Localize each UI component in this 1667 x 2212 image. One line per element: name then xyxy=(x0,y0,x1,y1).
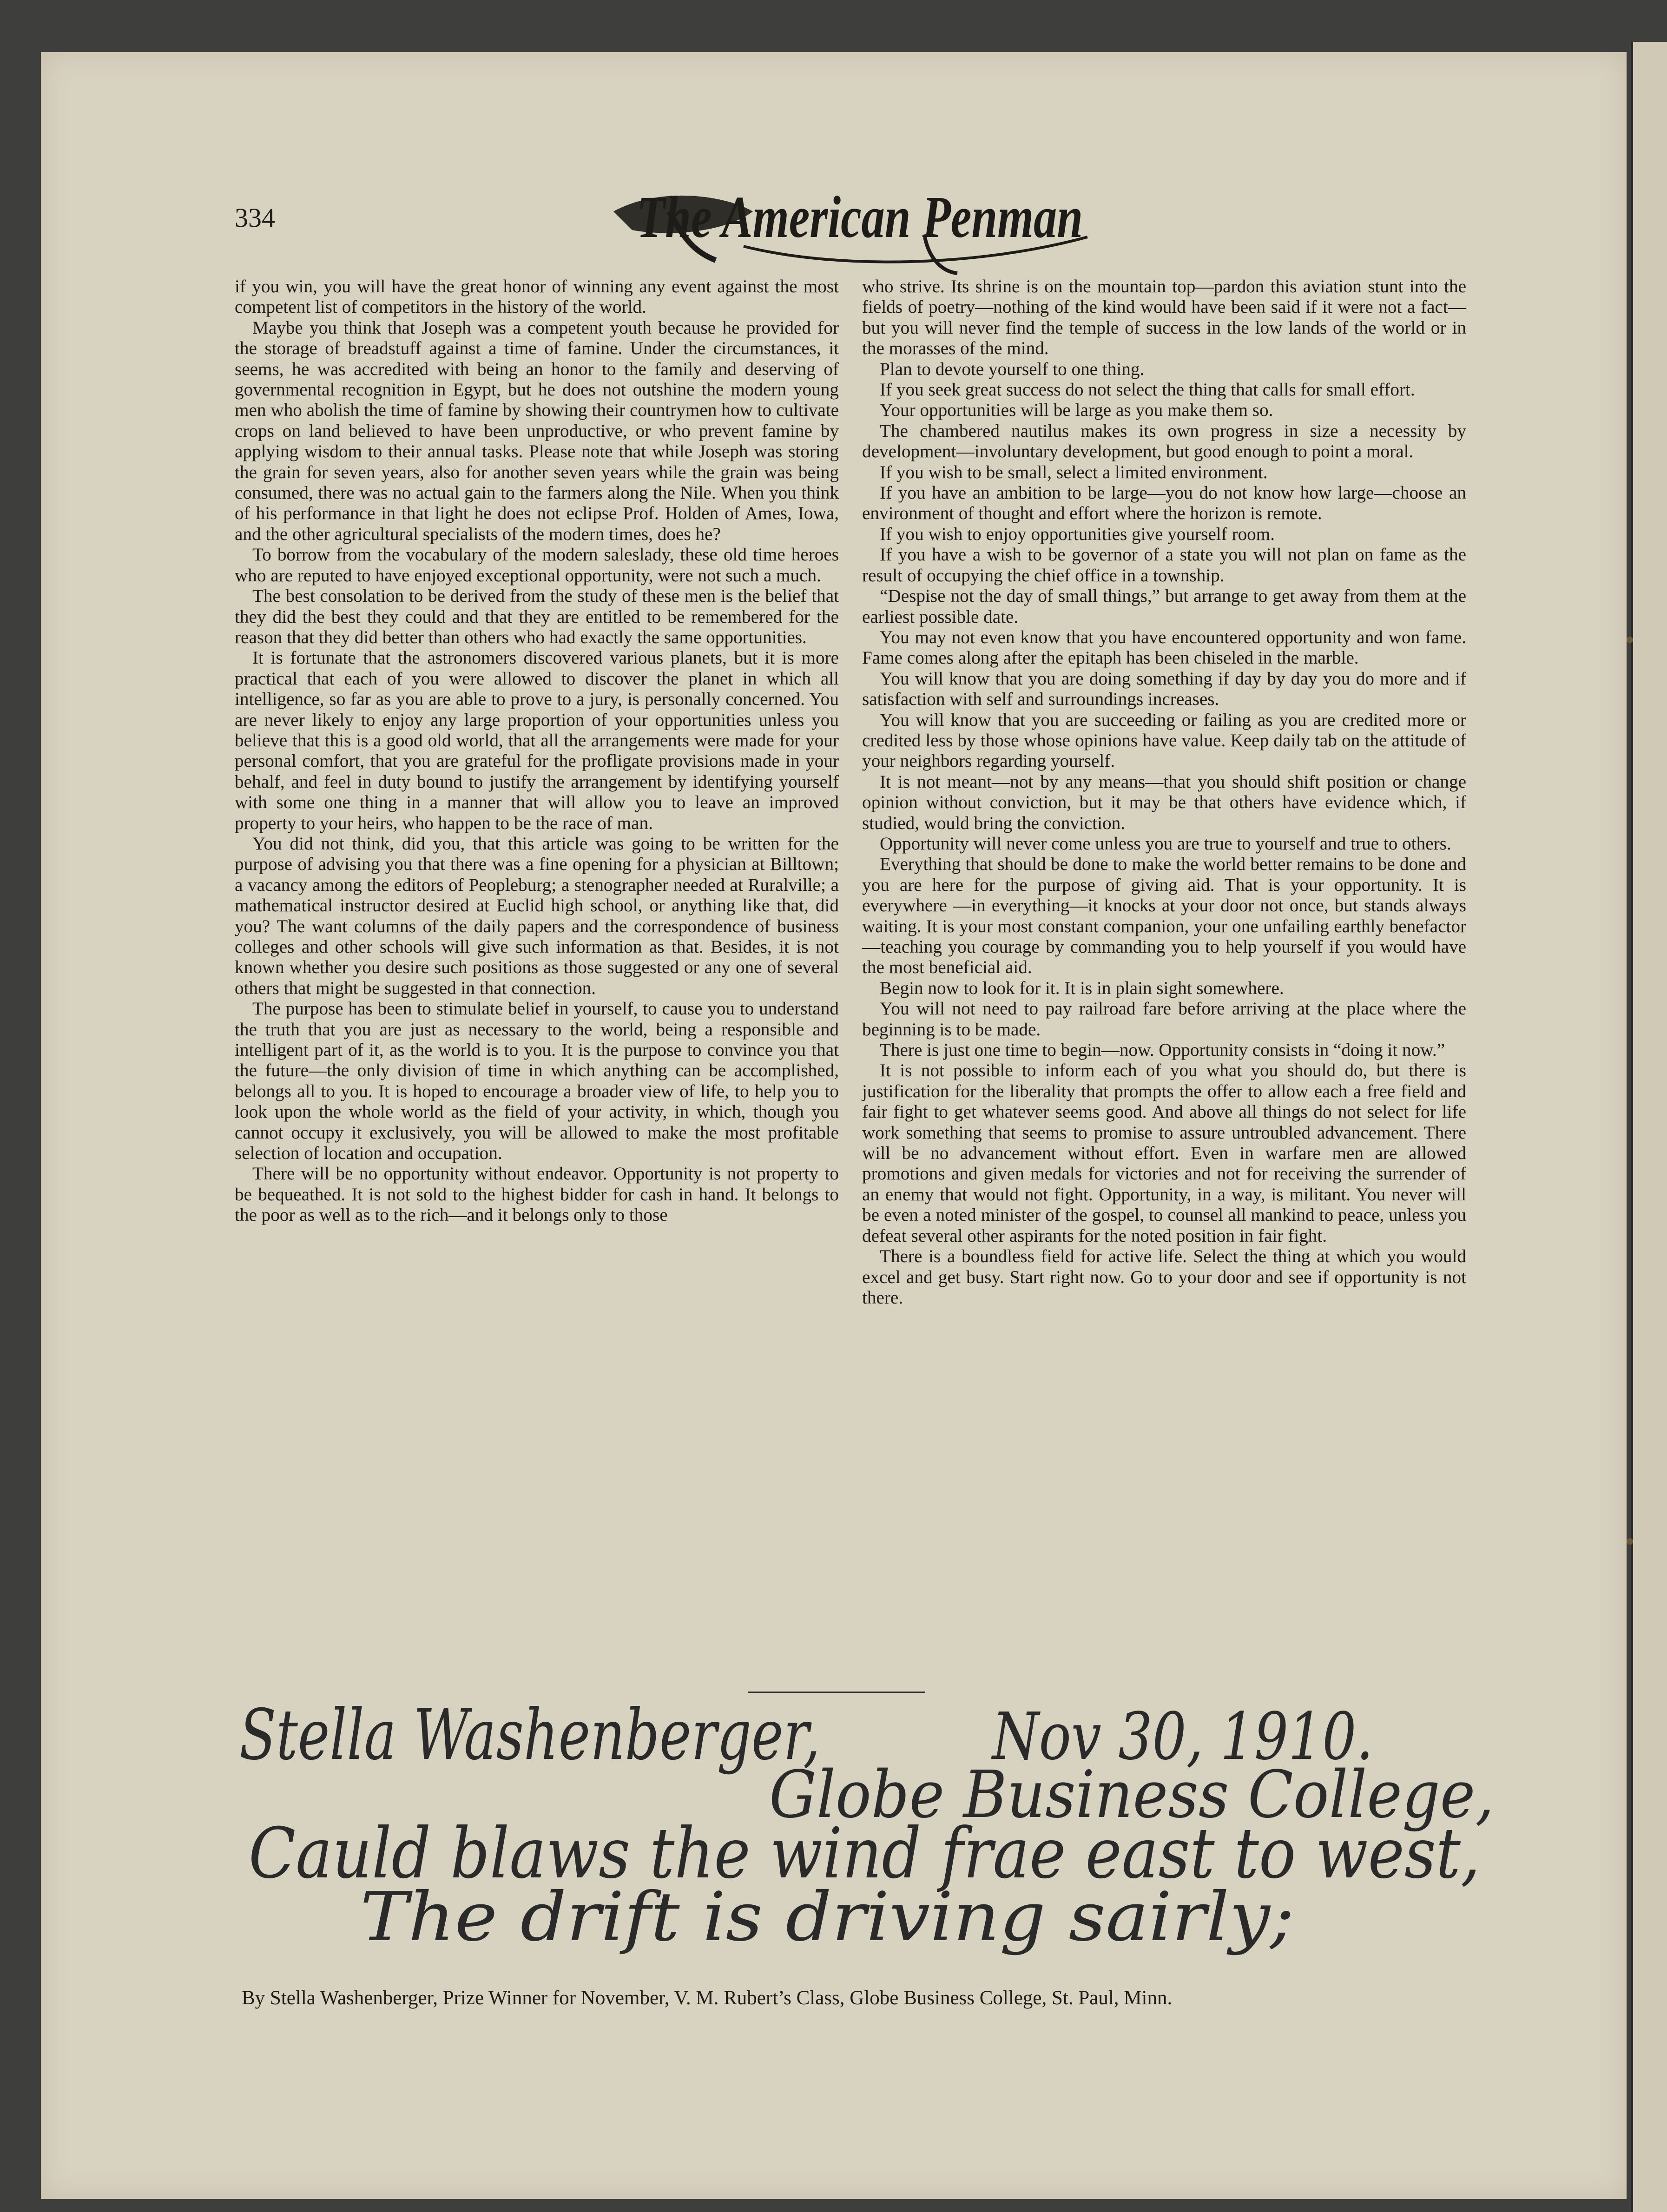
right-paragraph-6: If you wish to be small, select a limited environment. xyxy=(880,462,1268,482)
right-paragraph-5: The chambered nautilus makes its own progress in size a necessity by development—involuntary development, but good enough to point a moral. xyxy=(862,421,1466,462)
right-paragraph-11: You may not even know that you have encountered opportunity and won fame. Fame comes along after the epitaph has been chiseled in the marble. xyxy=(862,627,1466,668)
handwriting-date: Nov 30, 1910. xyxy=(991,1699,1373,1775)
left-column xyxy=(235,276,839,1226)
right-paragraph-20: It is not possible to inform each of you what you should do, but there is justification for the liberality that prompts the offer to allow each a free field and fair fight to get whatever seems good. And above all things do not select for life work something that seems to promise to assure untroubled advancement. There will be no advancement without effort. Even in warfare men are allowed promotions and given medals for victories and not for receiving the surrender of an enemy that would not fight. Opportunity, in a way, is militant. You never will be even a noted minister of the gospel, to counsel all mankind to peace, unless you defeat several other aspirants for the noted position in fair fight. xyxy=(862,1060,1466,1246)
left-paragraph-6: You did not think, did you, that this article was going to be written for the purpose of advising you that there was a fine opening for a physician at Billtown; a vacancy among the editors of Peopleburg; a stenographer needed at Ruralville; a mathematical instructor desired at Euclid high school, or anything like that, did you? The want columns of the daily papers and the correspondence of business colleges and other schools will give such information as that. Besides, it is not known whether you desire such positions as those suggested or any one of several others that might be suggested in that connection. xyxy=(235,833,839,998)
left-paragraph-5: It is fortunate that the astronomers discovered various planets, but it is more practical that each of you were allowed to discover the planet in which all intelligence, so far as you are able to prove to a jury, is personally concerned. You are never likely to enjoy any large proportion of your opportunities unless you believe that this is a good old world, that all the arrangements were made for your personal comfort, that you are grateful for the profligate provisions made in your behalf, and feel in duty bound to justify the arrangement by identifying yourself with some one thing in a manner that will allow you to leave an improved property to your heirs, who happen to be the race of man. xyxy=(235,648,839,833)
right-paragraph-17: Begin now to look for it. It is in plain sight somewhere. xyxy=(880,978,1284,998)
left-paragraph-4: The best consolation to be derived from the study of these men is the belief that they did the best they could and that they are entitled to be remembered for the reason that they did better than others who had exactly the same opportunities. xyxy=(235,586,839,647)
right-paragraph-1: who strive. Its shrine is on the mountain top—pardon this aviation stunt into the fields of poetry—nothing of the kind would have been said if it were not a fact—but you will never find the temple of success in the low lands of the world or in the morasses of the mind. xyxy=(862,276,1466,359)
handwriting-specimen xyxy=(235,1695,1494,1959)
right-paragraph-7: If you have an ambition to be large—you do not know how large—choose an environment of thought and effort where the horizon is remote. xyxy=(862,483,1466,524)
adjacent-page-edge xyxy=(1631,42,1667,2212)
right-paragraph-10: “Despise not the day of small things,” but arrange to get away from them at the earliest possible date. xyxy=(862,586,1466,627)
section-divider xyxy=(748,1692,925,1693)
right-paragraph-19: There is just one time to begin—now. Opportunity consists in “doing it now.” xyxy=(880,1040,1445,1060)
left-paragraph-1: if you win, you will have the great honor of winning any event against the most competent list of competitors in the history of the world. xyxy=(235,276,839,317)
right-paragraph-8: If you wish to enjoy opportunities give yourself room. xyxy=(880,524,1275,544)
handwriting-college: Globe Business College, xyxy=(769,1757,1494,1833)
right-paragraph-2: Plan to devote yourself to one thing. xyxy=(880,359,1145,379)
right-paragraph-4: Your opportunities will be large as you make them so. xyxy=(880,400,1273,421)
left-paragraph-8: There will be no opportunity without endeavor. Opportunity is not property to be bequeathed. It is not sold to the highest bidder for cash in hand. It belongs to the poor as well as to the rich—and it belongs only to those xyxy=(235,1164,839,1225)
handwriting-name: Stella Washenberger, xyxy=(239,1695,820,1776)
page-number: 334 xyxy=(235,203,275,233)
right-paragraph-14: It is not meant—not by any means—that you should shift position or change opinion without conviction, but it may be that others have evidence which, if studied, would bring the conviction. xyxy=(862,771,1466,833)
masthead-text: The American Penman xyxy=(637,184,1083,250)
right-paragraph-3: If you seek great success do not select the thing that calls for small effort. xyxy=(880,380,1415,400)
right-paragraph-16: Everything that should be done to make the world better remains to be done and you are here for the purpose of giving aid. That is your opportunity. It is everywhere —in everything—it knocks at your door not once, but stands always waiting. It is your most constant companion, your one unfailing earthly benefactor—teaching you courage by commanding you to help yourself if you would have the most beneficial aid. xyxy=(862,854,1466,978)
masthead-logo xyxy=(604,167,1106,274)
right-paragraph-9: If you have a wish to be governor of a state you will not plan on fame as the result of occupying the chief office in a township. xyxy=(862,545,1466,586)
right-paragraph-12: You will know that you are doing something if day by day you do more and if satisfaction with self and surroundings increases. xyxy=(862,668,1466,710)
right-paragraph-15: Opportunity will never come unless you are true to yourself and true to others. xyxy=(880,833,1451,854)
right-paragraph-18: You will not need to pay railroad fare before arriving at the place where the beginning is to be made. xyxy=(862,999,1466,1040)
right-column xyxy=(862,276,1466,1308)
page-mark xyxy=(1627,637,1633,643)
right-paragraph-21: There is a boundless field for active life. Select the thing at which you would excel and get busy. Start right now. Go to your door and see if opportunity is not there. xyxy=(862,1246,1466,1308)
handwriting-verse-line-2: The drift is driving sairly; xyxy=(360,1878,1294,1956)
right-paragraph-13: You will know that you are succeeding or failing as you are credited more or credited less by those whose opinions have value. Keep daily tab on the attitude of your neighbors regarding yourself. xyxy=(862,710,1466,771)
left-paragraph-7: The purpose has been to stimulate belief in yourself, to cause you to understand the truth that you are just as necessary to the world, being a responsible and intelligent part of it, as the world is to you. It is the purpose to convince you that the future—the only division of time in which anything can be accomplished, belongs all to you. It is hoped to encourage a broader view of life, to help you to look upon the whole world as the field of your activity, in which, though you cannot occupy it exclusively, you will be allowed to make the most profitable selection of location and occupation. xyxy=(235,999,839,1164)
handwriting-verse-line-1: Cauld blaws the wind frae east to west, xyxy=(249,1813,1480,1894)
byline: By Stella Washenberger, Prize Winner for November, V. M. Rubert’s Class, Globe Business College, St. Paul, Minn. xyxy=(242,1987,1173,2009)
left-paragraph-2: Maybe you think that Joseph was a competent youth because he provided for the storage of breadstuff against a time of famine. Under the circumstances, it seems, he was accredited with being an honor to the family and deserving of governmental recognition in Egypt, but he does not outshine the modern young men who abolish the time of famine by showing their countrymen how to cultivate crops on land believed to have been unproductive, or who prevent famine by applying wisdom to their annual tasks. Please note that while Joseph was storing the grain for seven years, also for another seven years while the grain was being consumed, there was no actual gain to the farmers along the Nile. When you think of his performance in that light he does not eclipse Prof. Holden of Ames, Iowa, and the other agricultural specialists of the modern times, does he? xyxy=(235,317,839,544)
left-paragraph-3: To borrow from the vocabulary of the modern saleslady, these old time heroes who are reputed to have enjoyed exceptional opportunity, were not such a much. xyxy=(235,545,839,586)
page-mark xyxy=(1627,1538,1633,1545)
